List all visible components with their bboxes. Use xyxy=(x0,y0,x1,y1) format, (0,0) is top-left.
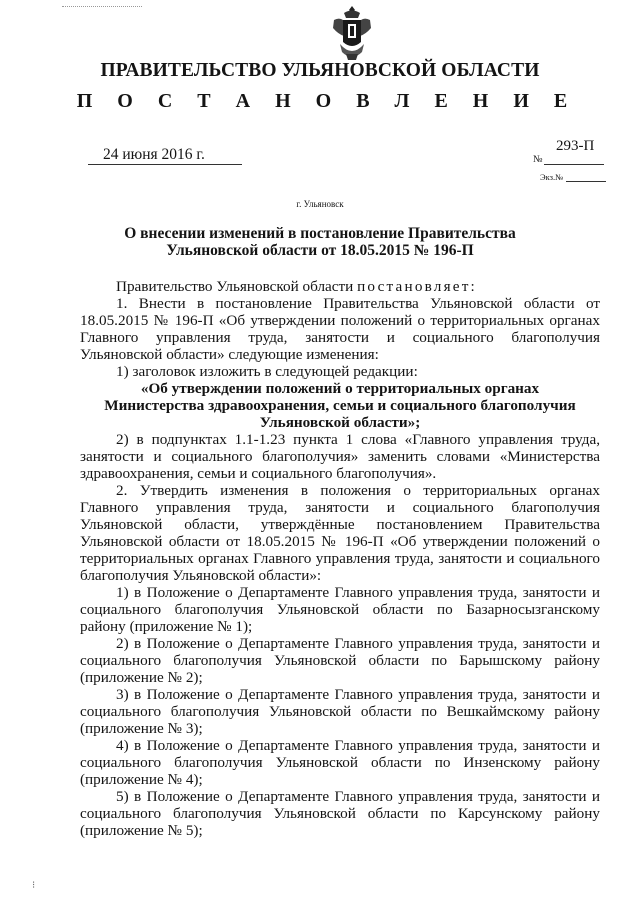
intro-text: Правительство Ульяновской области xyxy=(116,278,358,295)
scan-mark xyxy=(62,6,142,7)
document-city: г. Ульяновск xyxy=(296,199,344,209)
document-number: 293-П xyxy=(556,138,595,154)
number-label: № xyxy=(533,154,543,165)
document-type: П О С Т А Н О В Л Е Н И Е xyxy=(76,90,578,112)
date-underline xyxy=(88,164,242,165)
document-date: 24 июня 2016 г. xyxy=(103,146,205,163)
list-item: 1) в Положение о Департаменте Главного управления труда, занятости и социального благополучия Ульяновской области по Базарносызганскому району (приложение № 1); xyxy=(80,584,600,635)
list-item: 5) в Положение о Департаменте Главного управления труда, занятости и социального благополучия Ульяновской области по Карсунскому району (приложение № 5); xyxy=(80,788,600,839)
new-title-line: Министерства здравоохранения, семьи и социального благополучия xyxy=(104,397,576,414)
list-item: 4) в Положение о Департаменте Главного управления труда, занятости и социального благополучия Ульяновской области по Инзенскому району (приложение № 4); xyxy=(80,737,600,788)
intro-paragraph xyxy=(80,278,600,295)
copy-number-label: Экз.№ xyxy=(540,172,564,182)
copy-number-underline xyxy=(566,181,606,182)
new-title-line: «Об утверждении положений о территориальных органах xyxy=(140,380,540,397)
heading-line: О внесении изменений в постановление Правительства xyxy=(124,225,516,242)
number-underline xyxy=(544,164,604,165)
heading-line: Ульяновской области от 18.05.2015 № 196-П xyxy=(166,242,474,259)
paragraph-1: 1. Внести в постановление Правительства Ульяновской области от 18.05.2015 № 196-П «Об утверждении положений о территориальных органах Главного управления труда, занятости и социального благополучия Ульяновской области» следующие изменения: xyxy=(80,295,600,363)
document-body xyxy=(80,278,600,839)
coat-of-arms-icon xyxy=(330,4,374,62)
list-item: 3) в Положение о Департаменте Главного управления труда, занятости и социального благополучия Ульяновской области по Вешкаймскому району (приложение № 3); xyxy=(80,686,600,737)
intro-decree-word: постановляет: xyxy=(357,278,477,295)
new-title-line: Ульяновской области»; xyxy=(259,414,421,431)
paragraph-1-1: 1) заголовок изложить в следующей редакции: xyxy=(116,363,418,380)
paragraph-1-2: 2) в подпунктах 1.1-1.23 пункта 1 слова «Главного управления труда, занятости и социального благополучия» заменить словами «Министерства здравоохранения, семьи и социального благополучия». xyxy=(80,431,600,482)
paragraph-2: 2. Утвердить изменения в положения о территориальных органах Главного управления труда, занятости и социального благополучия Ульяновской области, утверждённые постановлением Правительства Ульяновской области от 18.05.2015 № 196-П «Об утверждении положений о территориальных органах Главного управления труда, занятости и социального благополучия Ульяновской области»: xyxy=(80,482,600,584)
list-item: 2) в Положение о Департаменте Главного управления труда, занятости и социального благополучия Ульяновской области по Барышскому району (приложение № 2); xyxy=(80,635,600,686)
document-heading xyxy=(80,225,560,259)
government-title: ПРАВИТЕЛЬСТВО УЛЬЯНОВСКОЙ ОБЛАСТИ xyxy=(100,60,540,81)
scan-artifact: ⁝ xyxy=(32,880,36,891)
